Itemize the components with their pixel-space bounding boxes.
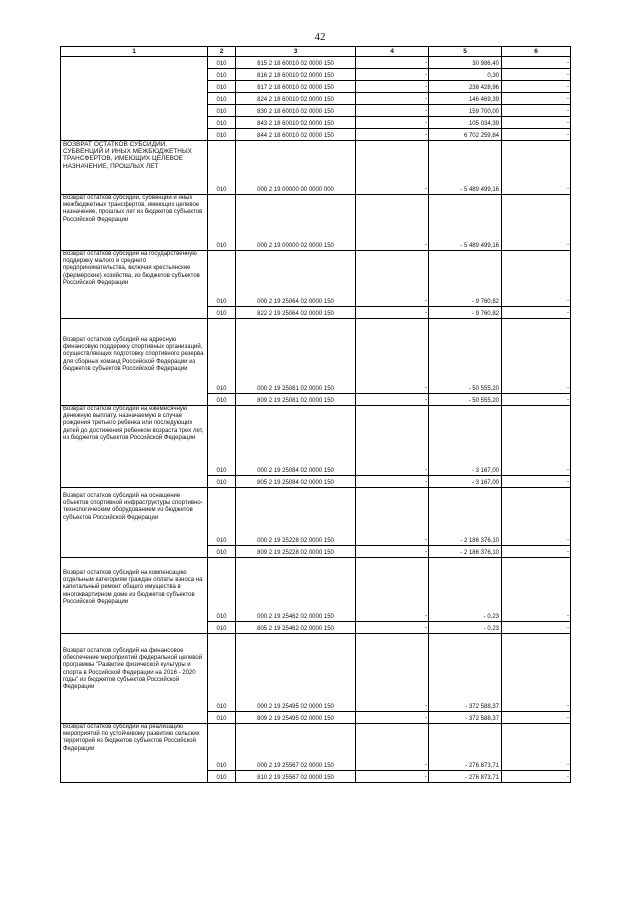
row-kbk: 815 2 18 60010 02 0000 150 (236, 57, 356, 69)
row-col6-value: - (567, 702, 569, 709)
column-header-3: 3 (236, 47, 356, 57)
row-col4-value: - (425, 131, 427, 138)
row-col4-value: - (425, 396, 427, 403)
row-col4 (356, 141, 429, 195)
row-col6 (502, 712, 571, 724)
row-code: 010 (208, 634, 236, 712)
row-col6-value: - (567, 548, 569, 555)
row-col4-value: - (425, 714, 427, 721)
row-col6-value: - (567, 107, 569, 114)
column-header-5: 5 (429, 47, 502, 57)
row-code: 010 (208, 69, 236, 81)
row-col6-value: - (567, 83, 569, 90)
row-col6-value: - (567, 59, 569, 66)
table-row (61, 251, 571, 307)
row-col4 (356, 622, 429, 634)
row-col6 (502, 105, 571, 117)
row-col4-value: - (425, 71, 427, 78)
row-col4-value: - (425, 612, 427, 619)
row-col4-value: - (425, 466, 427, 473)
row-col4-value: - (425, 107, 427, 114)
row-name: Возврат остатков субсидий на ежемесячную денежную выплату, назначаемую в случае рождения третьего ребенка или последующих детей до достижения ребенком возраста трех лет, из бюджетов субъектов Российской Федерации (61, 406, 208, 488)
row-col4-value: - (425, 702, 427, 709)
row-col4-value: - (425, 761, 427, 768)
row-col6-value: - (567, 71, 569, 78)
row-amount: 146 469,39 (429, 93, 502, 105)
row-code: 010 (208, 488, 236, 546)
row-col6-value: - (567, 761, 569, 768)
row-col6 (502, 558, 571, 622)
row-kbk: 000 2 19 25567 02 0000 150 (236, 724, 356, 771)
row-col4 (356, 57, 429, 69)
row-col6-value: - (567, 478, 569, 485)
row-col4 (356, 476, 429, 488)
row-name: Возврат остатков субсидий на государственную поддержку малого и среднего предпринимательства, включая крестьянские (фермерские) хозяйства, из бюджетов субъектов Российской Федерации (61, 251, 208, 319)
row-col4 (356, 195, 429, 251)
row-name: Возврат остатков субсидий на финансовое обеспечение мероприятий федеральной целевой программы "Развитие физической культуры и спорта в Российской Федерации на 2016 - 2020 годы" из бюджетов субъектов Российской Федерации (61, 634, 208, 724)
row-col4 (356, 394, 429, 406)
row-amount: - 276 873,71 (429, 724, 502, 771)
row-col6-value: - (567, 612, 569, 619)
row-amount: - 50 555,20 (429, 394, 502, 406)
row-col4 (356, 546, 429, 558)
column-header-4: 4 (356, 47, 429, 57)
row-col4-value: - (425, 773, 427, 780)
row-col4-value: - (425, 185, 427, 192)
row-col4-value: - (425, 536, 427, 543)
table-row (61, 724, 571, 771)
row-code: 010 (208, 105, 236, 117)
row-name: ВОЗВРАТ ОСТАТКОВ СУБСИДИЙ, СУБВЕНЦИЙ И ИНЫХ МЕЖБЮДЖЕТНЫХ ТРАНСФЕРТОВ, ИМЕЮЩИХ ЦЕЛЕВОЕ НАЗНАЧЕНИЕ, ПРОШЛЫХ ЛЕТ (61, 141, 208, 195)
row-amount: 238 428,96 (429, 81, 502, 93)
row-col6 (502, 319, 571, 394)
row-amount: 0,30 (429, 69, 502, 81)
table-header-row (61, 47, 571, 57)
row-col6-value: - (567, 95, 569, 102)
row-kbk: 805 2 19 25462 02 0000 150 (236, 622, 356, 634)
row-col4 (356, 81, 429, 93)
row-col4-value: - (425, 241, 427, 248)
column-header-6: 6 (502, 47, 571, 57)
row-amount: - 276 873,71 (429, 771, 502, 783)
row-kbk: 824 2 18 60010 02 0000 150 (236, 93, 356, 105)
row-col6 (502, 93, 571, 105)
row-amount: - 50 555,20 (429, 319, 502, 394)
row-amount: - 2 186 376,10 (429, 488, 502, 546)
table-row (61, 634, 571, 712)
row-name: Возврат остатков субсидий на реализацию мероприятий по устойчивому развитию сельских территорий из бюджетов субъектов Российской Федерации (61, 724, 208, 783)
row-col6 (502, 622, 571, 634)
row-amount: 6 702 259,84 (429, 129, 502, 141)
row-code: 010 (208, 622, 236, 634)
table-row (61, 195, 571, 251)
table-row (61, 488, 571, 546)
row-col6-value: - (567, 773, 569, 780)
row-kbk: 817 2 18 60010 02 0000 150 (236, 81, 356, 93)
row-col6 (502, 57, 571, 69)
row-amount: - 0,23 (429, 622, 502, 634)
row-col4-value: - (425, 119, 427, 126)
table-row (61, 319, 571, 394)
row-col6-value: - (567, 714, 569, 721)
row-col4 (356, 488, 429, 546)
row-col6 (502, 195, 571, 251)
row-code: 010 (208, 394, 236, 406)
row-amount: - 3 167,00 (429, 476, 502, 488)
row-col4 (356, 117, 429, 129)
row-code: 010 (208, 307, 236, 319)
row-kbk: 000 2 19 00000 00 0000 000 (236, 141, 356, 195)
row-name (61, 57, 208, 141)
row-code: 010 (208, 771, 236, 783)
row-col4-value: - (425, 548, 427, 555)
row-col6 (502, 546, 571, 558)
row-kbk: 830 2 18 60010 02 0000 150 (236, 105, 356, 117)
row-amount: - 5 489 499,16 (429, 195, 502, 251)
row-kbk: 809 2 19 25495 02 0000 150 (236, 712, 356, 724)
row-amount: 105 034,39 (429, 117, 502, 129)
row-col4-value: - (425, 297, 427, 304)
row-col6 (502, 141, 571, 195)
row-code: 010 (208, 93, 236, 105)
row-col6 (502, 488, 571, 546)
row-col6-value: - (567, 119, 569, 126)
row-col4 (356, 307, 429, 319)
row-kbk: 822 2 19 25064 02 0000 150 (236, 307, 356, 319)
row-col6-value: - (567, 297, 569, 304)
row-col4 (356, 129, 429, 141)
row-col6-value: - (567, 241, 569, 248)
row-amount: - 372 588,37 (429, 634, 502, 712)
row-col6 (502, 476, 571, 488)
row-col6 (502, 251, 571, 307)
row-kbk: 810 2 19 25567 02 0000 150 (236, 771, 356, 783)
row-kbk: 805 2 19 25084 02 0000 150 (236, 476, 356, 488)
row-code: 010 (208, 546, 236, 558)
row-col6 (502, 81, 571, 93)
row-col4 (356, 93, 429, 105)
row-col4 (356, 105, 429, 117)
row-col6-value: - (567, 309, 569, 316)
row-col4-value: - (425, 95, 427, 102)
row-col6-value: - (567, 536, 569, 543)
row-col6 (502, 771, 571, 783)
row-amount: - 2 186 376,10 (429, 546, 502, 558)
column-header-1: 1 (61, 47, 208, 57)
row-col4 (356, 712, 429, 724)
row-amount: - 3 167,00 (429, 406, 502, 476)
column-header-2: 2 (208, 47, 236, 57)
row-kbk: 000 2 19 25084 02 0000 150 (236, 406, 356, 476)
row-code: 010 (208, 476, 236, 488)
budget-table (60, 46, 571, 783)
row-name: Возврат остатков субсидий на оснащение объектов спортивной инфраструктуры спортивно-технологическим оборудованием из бюджетов субъектов Российской Федерации (61, 488, 208, 558)
row-amount: - 0,23 (429, 558, 502, 622)
row-col6 (502, 129, 571, 141)
row-col4 (356, 69, 429, 81)
row-col4-value: - (425, 624, 427, 631)
row-col6-value: - (567, 384, 569, 391)
row-code: 010 (208, 406, 236, 476)
row-col6-value: - (567, 131, 569, 138)
row-kbk: 843 2 18 60010 02 0000 150 (236, 117, 356, 129)
row-code: 010 (208, 251, 236, 307)
table-row (61, 57, 571, 69)
row-col4-value: - (425, 83, 427, 90)
row-col6 (502, 634, 571, 712)
page-number: 42 (314, 31, 326, 43)
row-col6 (502, 307, 571, 319)
table-row (61, 141, 571, 195)
row-amount: - 5 489 499,16 (429, 141, 502, 195)
row-kbk: 844 2 18 60010 02 0000 150 (236, 129, 356, 141)
row-col6-value: - (567, 466, 569, 473)
row-col4 (356, 319, 429, 394)
row-code: 010 (208, 712, 236, 724)
row-col4-value: - (425, 384, 427, 391)
row-col4 (356, 724, 429, 771)
row-code: 010 (208, 57, 236, 69)
row-kbk: 000 2 19 25228 02 0000 150 (236, 488, 356, 546)
row-kbk: 000 2 19 25081 02 0000 150 (236, 319, 356, 394)
row-col4-value: - (425, 59, 427, 66)
row-kbk: 000 2 19 25495 02 0000 150 (236, 634, 356, 712)
table-row (61, 558, 571, 622)
row-amount: - 372 588,37 (429, 712, 502, 724)
row-code: 010 (208, 81, 236, 93)
row-col4 (356, 558, 429, 622)
row-col6 (502, 724, 571, 771)
row-name: Возврат остатков субсидий, субвенций и иных межбюджетных трансфертов, имеющих целевое назначение, прошлых лет из бюджетов субъектов Российской Федерации (61, 195, 208, 251)
row-col4 (356, 771, 429, 783)
row-code: 010 (208, 724, 236, 771)
row-kbk: 000 2 19 25462 02 0000 150 (236, 558, 356, 622)
row-code: 010 (208, 141, 236, 195)
row-col6 (502, 394, 571, 406)
row-kbk: 000 2 19 25064 02 0000 150 (236, 251, 356, 307)
row-amount: - 9 760,82 (429, 307, 502, 319)
row-col4 (356, 251, 429, 307)
row-amount: 159 700,00 (429, 105, 502, 117)
row-kbk: 809 2 19 25228 02 0000 150 (236, 546, 356, 558)
row-code: 010 (208, 558, 236, 622)
row-code: 010 (208, 319, 236, 394)
row-name: Возврат остатков субсидий на адресную финансовую поддержку спортивных организаций, осуществляющих подготовку спортивного резерва для сборных команд Российской Федерации из бюджетов субъектов Российской Федерации (61, 319, 208, 406)
row-col6-value: - (567, 624, 569, 631)
row-amount: 30 986,40 (429, 57, 502, 69)
row-kbk: 000 2 19 00000 02 0000 150 (236, 195, 356, 251)
table-row (61, 406, 571, 476)
row-col6-value: - (567, 396, 569, 403)
row-code: 010 (208, 117, 236, 129)
row-name: Возврат остатков субсидий на компенсацию отдельным категориям граждан оплаты взноса на капитальный ремонт общего имущества в многоквартирном доме из бюджетов субъектов Российской Федерации (61, 558, 208, 634)
row-col4 (356, 634, 429, 712)
row-col4 (356, 406, 429, 476)
row-col4-value: - (425, 309, 427, 316)
row-col6 (502, 406, 571, 476)
row-col6 (502, 117, 571, 129)
row-code: 010 (208, 129, 236, 141)
row-col6 (502, 69, 571, 81)
row-amount: - 9 760,82 (429, 251, 502, 307)
row-kbk: 809 2 19 25081 02 0000 150 (236, 394, 356, 406)
row-col4-value: - (425, 478, 427, 485)
row-code: 010 (208, 195, 236, 251)
row-kbk: 816 2 18 60010 02 0000 150 (236, 69, 356, 81)
row-col6-value: - (567, 185, 569, 192)
